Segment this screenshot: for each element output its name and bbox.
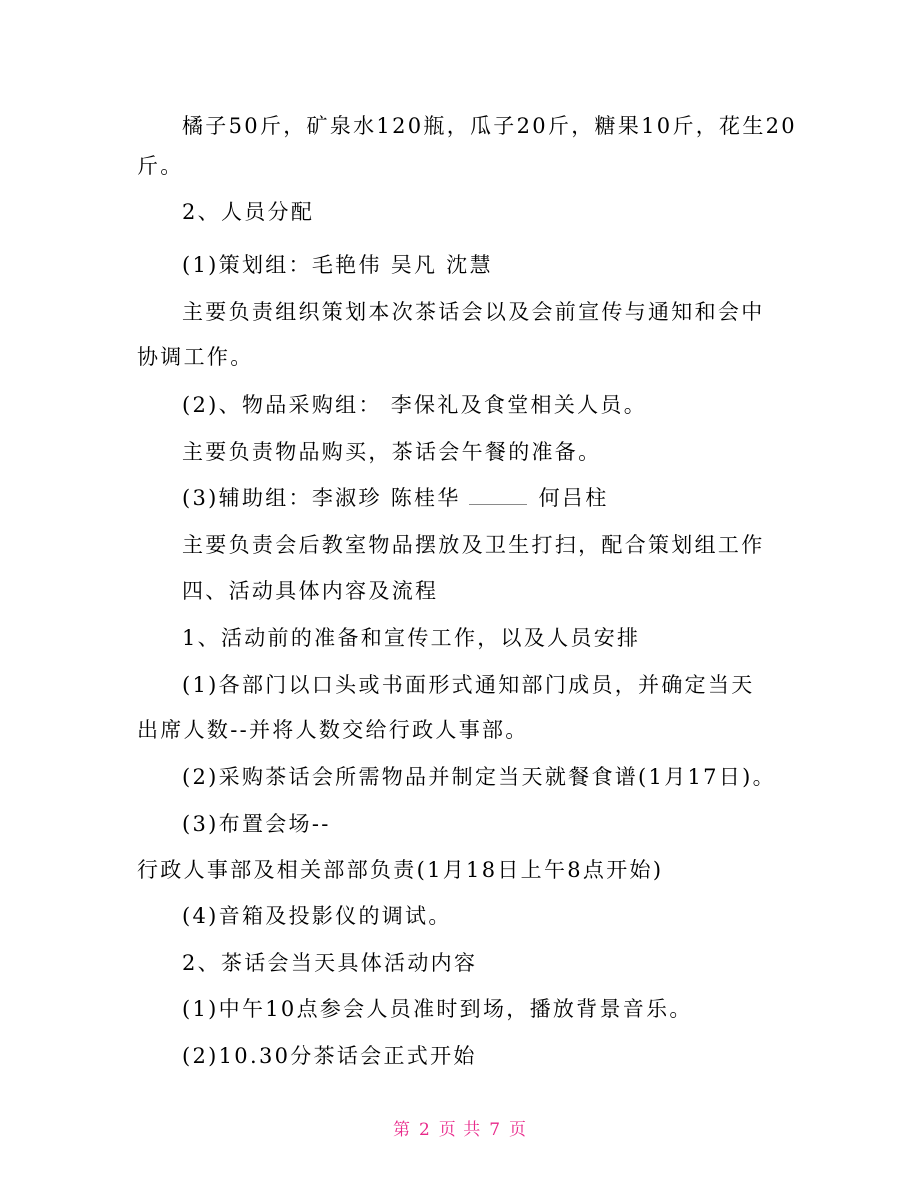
page-footer: [0, 1115, 920, 1140]
paragraph-line: (1)中午10点参会人员准时到场，播放背景音乐。: [182, 997, 693, 1021]
paragraph-line: 出席人数--并将人数交给行政人事部。: [137, 718, 529, 742]
current-page-number: 2: [418, 1120, 431, 1140]
paragraph-line: [182, 486, 609, 510]
footer-suffix: 页: [509, 1120, 528, 1140]
paragraph-line: (1)各部门以口头或书面形式通知部门成员，并确定当天: [182, 673, 755, 697]
total-pages-number: 7: [489, 1120, 502, 1140]
paragraph-line: (3)布置会场--: [182, 812, 331, 836]
paragraph-line: 行政人事部及相关部部负责(1月18日上午8点开始): [137, 858, 664, 882]
paragraph-line: (4)音箱及投影仪的调试。: [182, 904, 452, 928]
paragraph-line: (2)采购茶话会所需物品并制定当天就餐食谱(1月17日)。: [182, 765, 776, 789]
section-heading: 四、活动具体内容及流程: [182, 579, 439, 603]
paragraph-line: 斤。: [137, 154, 184, 178]
helper-group-label: (3)辅助组：李淑珍 陈桂华: [182, 486, 461, 510]
paragraph-line: 橘子50斤，矿泉水120瓶，瓜子20斤，糖果10斤，花生20: [182, 114, 797, 138]
blank-underline: [469, 503, 527, 505]
helper-group-extra-name: 何吕柱: [538, 486, 609, 510]
paragraph-line: (1)策划组：毛艳伟 吴凡 沈慧: [182, 253, 493, 277]
paragraph-line: 主要负责物品购买，茶话会午餐的准备。: [182, 440, 602, 464]
paragraph-line: 协调工作。: [137, 345, 254, 369]
paragraph-line: 主要负责组织策划本次茶话会以及会前宣传与通知和会中: [182, 300, 765, 324]
subsection-heading: 1、活动前的准备和宣传工作，以及人员安排: [182, 626, 641, 650]
paragraph-line: (2)、物品采购组： 李保礼及食堂相关人员。: [182, 393, 648, 417]
section-heading: 2、人员分配: [182, 200, 315, 224]
footer-prefix: 第: [392, 1120, 411, 1140]
footer-middle: 页 共: [438, 1120, 482, 1140]
paragraph-line: (2)10.30分茶话会正式开始: [182, 1044, 477, 1068]
subsection-heading: 2、茶话会当天具体活动内容: [182, 951, 478, 975]
paragraph-line: 主要负责会后教室物品摆放及卫生打扫，配合策划组工作: [182, 533, 765, 557]
